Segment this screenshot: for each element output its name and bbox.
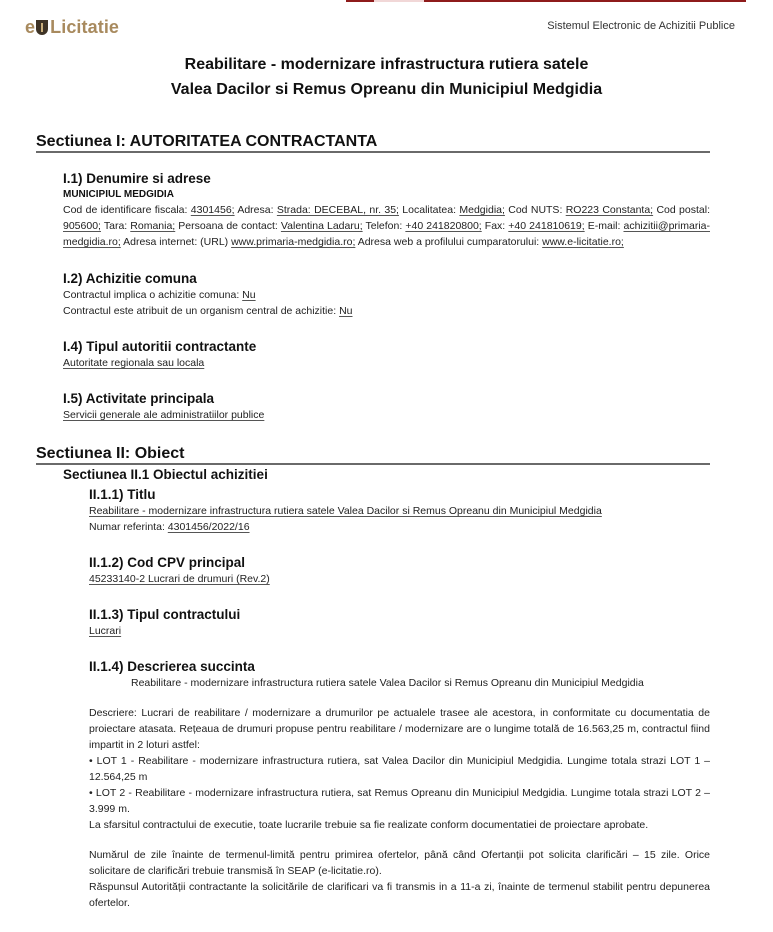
section-ii13 — [89, 606, 240, 639]
authority-details — [63, 202, 710, 250]
shield-icon — [36, 20, 48, 35]
reference-label: Numar referinta: — [89, 521, 168, 533]
joint-procurement-value: Nu — [242, 289, 256, 301]
closing-note: La sfarsitul contractului de executie, toate lucrarile trebuie sa fie realizate conform documentatiei de proiectare aprobate. — [89, 819, 649, 831]
field-label: Tara: — [100, 220, 131, 232]
field-label: Adresa web a profilului cumparatorului: — [355, 236, 543, 248]
ii14-heading: II.1.4) Descrierea succinta — [89, 659, 255, 674]
field-label: E-mail: — [584, 220, 624, 232]
title-line-2: Valea Dacilor si Remus Opreanu din Municipiul Medgidia — [170, 81, 603, 98]
i5-heading: I.5) Activitate principala — [63, 391, 215, 406]
field-label: Adresa: — [234, 204, 277, 216]
field-label: Cod postal: — [653, 204, 710, 216]
ii12-heading: II.1.2) Cod CPV principal — [89, 555, 246, 570]
ii11-heading: II.1.1) Titlu — [89, 487, 156, 502]
field-value: Valentina Ladaru; — [280, 220, 363, 232]
field-value: 4301456; — [190, 204, 235, 216]
field-label: Fax: — [481, 220, 509, 232]
i2-heading: I.2) Achizitie comuna — [63, 271, 197, 286]
contract-type-value: Lucrari — [89, 625, 122, 637]
field-value: Strada: DECEBAL, nr. 35; — [276, 204, 399, 216]
short-summary: Reabilitare - modernizare infrastructura rutiera satele Valea Dacilor si Remus Opreanu din Municipiul Medgidia — [131, 677, 644, 689]
lot-2-item: • LOT 2 - Reabilitare - modernizare infrastructura rutiera, sat Remus Opreanu din Municipiul Medgidia. Lungime totala strazi LOT 2 – 3.999 m. — [89, 787, 710, 815]
field-value[interactable]: achizitii@primaria-medgidia.ro; — [63, 220, 710, 248]
section-ii12 — [89, 554, 270, 587]
top-accent-bar — [346, 0, 746, 2]
section-i1 — [63, 170, 710, 250]
joint-procurement-label: Contractul implica o achizitie comuna: — [63, 289, 243, 301]
system-title: Sistemul Electronic de Achizitii Publice — [547, 20, 735, 32]
logo-text: Licitatie — [50, 17, 120, 37]
clarification-deadline: Numărul de zile înainte de termenul-limită pentru primirea ofertelor, până când Ofertanții pot solicita clarificări – 15 zile. Orice solicitare de clarificări trebuie transmisă în SEAP (e-licitatie.ro). — [89, 849, 710, 877]
field-label: Telefon: — [362, 220, 406, 232]
description-intro: Descriere: Lucrari de reabilitare / modernizare a drumurilor pe actualele trasee ale acestora, in conformitate cu documentatia de proiectare atasata. Rețeaua de drumuri propuse pentru reabilitare / modernizare are o lungime totală de 16.563,25 m, contractul fiind impartit in 2 loturi astfel: — [89, 707, 710, 751]
section-1-heading: Sectiunea I: AUTORITATEA CONTRACTANTA — [36, 132, 710, 153]
section-ii14 — [89, 658, 710, 911]
field-value: Romania; — [130, 220, 176, 232]
central-body-value: Nu — [339, 305, 353, 317]
field-value[interactable]: www.e-licitatie.ro; — [542, 236, 624, 248]
field-label: Localitatea: — [398, 204, 460, 216]
ii13-heading: II.1.3) Tipul contractului — [89, 607, 241, 622]
title-value: Reabilitare - modernizare infrastructura rutiera satele Valea Dacilor si Remus Opreanu din Municipiul Medgidia — [89, 505, 602, 517]
section-i4 — [63, 338, 256, 371]
section-i5 — [63, 390, 264, 423]
main-activity-value: Servicii generale ale administratiilor publice — [63, 409, 265, 421]
field-label: Cod NUTS: — [504, 204, 566, 216]
field-value: Medgidia; — [459, 204, 505, 216]
ii1-heading: Sectiunea II.1 Obiectul achizitiei — [63, 467, 268, 482]
elicitatie-logo — [25, 17, 119, 38]
authority-type-value: Autoritate regionala sau locala — [63, 357, 205, 369]
logo-prefix: e — [25, 17, 36, 37]
field-value: RO223 Constanta; — [565, 204, 654, 216]
lot-1-item: • LOT 1 - Reabilitare - modernizare infrastructura rutiera, sat Valea Dacilor din Municipiul Medgidia. Lungime totala strazi LOT 1 – 12.564,25 m — [89, 755, 710, 783]
section-ii1 — [63, 466, 268, 483]
section-ii11 — [89, 486, 602, 535]
cpv-value: 45233140-2 Lucrari de drumuri (Rev.2) — [89, 573, 270, 585]
field-label: Adresa internet: (URL) — [120, 236, 232, 248]
reference-value: 4301456/2022/16 — [167, 521, 250, 533]
document-title — [0, 52, 773, 102]
section-i2 — [63, 270, 353, 319]
title-line-1: Reabilitare - modernizare infrastructura rutiera satele — [184, 56, 589, 73]
field-value[interactable]: www.primaria-medgidia.ro; — [231, 236, 356, 248]
authority-name: MUNICIPIUL MEDGIDIA — [63, 189, 174, 200]
field-value: +40 241810619; — [508, 220, 585, 232]
field-value: +40 241820800; — [405, 220, 482, 232]
i4-heading: I.4) Tipul autoritii contractante — [63, 339, 257, 354]
central-body-label: Contractul este atribuit de un organism central de achizitie: — [63, 305, 340, 317]
field-label: Persoana de contact: — [175, 220, 281, 232]
section-2-heading: Sectiunea II: Obiect — [36, 444, 710, 465]
field-value: 905600; — [63, 220, 101, 232]
clarification-response: Răspunsul Autorității contractante la solicitările de clarificari va fi transmis in a 11-a zi, înainte de termenul stabilit pentru depunerea ofertelor. — [89, 881, 710, 909]
i1-heading: I.1) Denumire si adrese — [63, 171, 211, 186]
field-label: Cod de identificare fiscala: — [63, 204, 191, 216]
